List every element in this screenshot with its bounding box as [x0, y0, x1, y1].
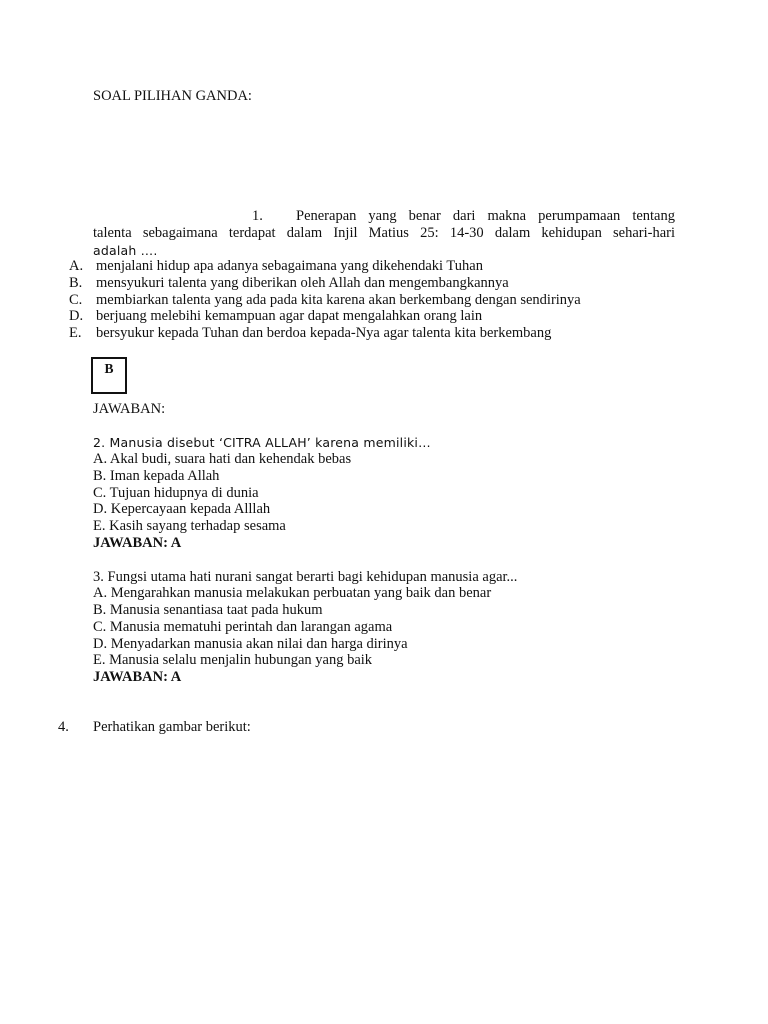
option-text: menjalani hidup apa adanya sebagaimana yang dikehendaki Tuhan [96, 258, 483, 274]
option-a[interactable] [69, 258, 629, 275]
option-text: mensyukuri talenta yang diberikan oleh Allah dan mengembangkannya [96, 275, 509, 291]
question-4-text: Perhatikan gambar berikut: [93, 719, 251, 735]
option-letter: B. [69, 275, 83, 291]
option-c[interactable] [69, 292, 669, 309]
question-2-option-b[interactable]: B. Iman kepada Allah [93, 468, 220, 484]
answer-box: B [91, 357, 127, 394]
question-3-option-c[interactable]: C. Manusia mematuhi perintah dan larangan agama [93, 619, 393, 635]
option-letter: C. [69, 292, 83, 308]
option-e[interactable] [69, 325, 629, 342]
question-3-option-b[interactable]: B. Manusia senantiasa taat pada hukum [93, 602, 323, 618]
option-letter: A. [69, 258, 84, 274]
question-3-text: 3. Fungsi utama hati nurani sangat berarti bagi kehidupan manusia agar... [93, 569, 518, 585]
question-2-option-d[interactable]: D. Kepercayaan kepada Alllah [93, 501, 271, 517]
question-3-option-a[interactable]: A. Mengarahkan manusia melakukan perbuatan yang baik dan benar [93, 585, 492, 601]
question-2-option-a[interactable]: A. Akal budi, suara hati dan kehendak bebas [93, 451, 352, 467]
option-letter: E. [69, 325, 82, 341]
question-3-option-d[interactable]: D. Menyadarkan manusia akan nilai dan harga dirinya [93, 636, 408, 652]
question-1-line-3: adalah …. [93, 243, 158, 258]
question-2-option-c[interactable]: C. Tujuan hidupnya di dunia [93, 485, 259, 501]
question-2-text: 2. Manusia disebut ‘CITRA ALLAH’ karena memiliki… [93, 435, 431, 450]
option-letter: D. [69, 308, 84, 324]
question-1-number: 1. [252, 208, 263, 224]
option-text: berjuang melebihi kemampuan agar dapat mengalahkan orang lain [96, 308, 483, 324]
option-text: bersyukur kepada Tuhan dan berdoa kepada-Nya agar talenta kita berkembang [96, 325, 552, 341]
option-text: membiarkan talenta yang ada pada kita karena akan berkembang dengan sendirinya [96, 292, 581, 308]
question-1-line-1: Penerapan yang benar dari makna perumpamaan tentang [296, 208, 675, 224]
answer-label: JAWABAN: [93, 401, 166, 417]
question-1-line-2: talenta sebagaimana terdapat dalam Injil Matius 25: 14-30 dalam kehidupan sehari-hari [93, 225, 675, 241]
page-title: SOAL PILIHAN GANDA: [93, 88, 252, 104]
question-2-option-e[interactable]: E. Kasih sayang terhadap sesama [93, 518, 286, 534]
option-d[interactable] [69, 308, 629, 325]
option-b[interactable] [69, 275, 629, 292]
question-2-answer: JAWABAN: A [93, 535, 182, 551]
question-4-number: 4. [58, 719, 69, 735]
question-3-option-e[interactable]: E. Manusia selalu menjalin hubungan yang baik [93, 652, 373, 668]
question-3-answer: JAWABAN: A [93, 669, 182, 685]
